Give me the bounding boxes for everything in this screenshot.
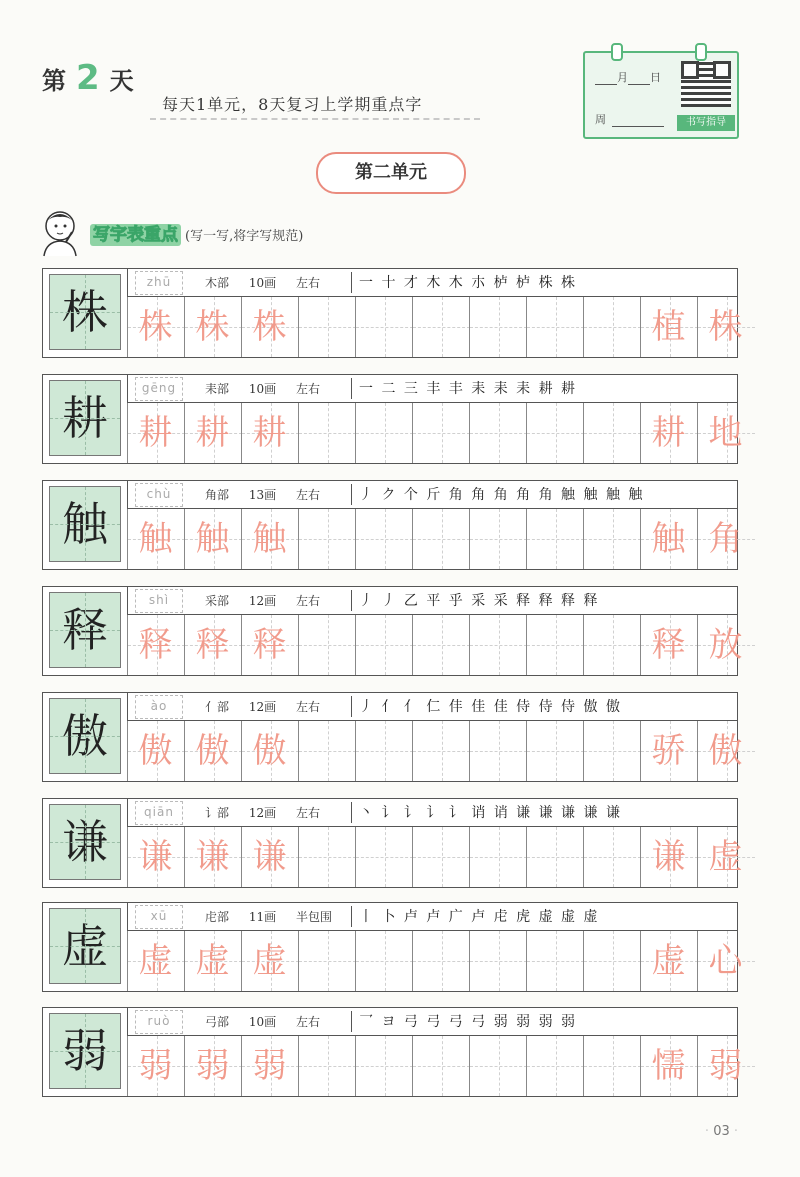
writing-cell[interactable]: [298, 297, 356, 357]
word-character: 释: [651, 625, 686, 665]
week-label: 周: [595, 113, 606, 126]
writing-cell[interactable]: [526, 615, 584, 675]
radical: 角部: [205, 488, 230, 502]
word-character: 弱: [708, 1046, 743, 1086]
character-info: [205, 380, 336, 397]
trace-character: 谦: [138, 837, 173, 877]
character-info: [205, 486, 336, 503]
trace-character: 弱: [138, 1046, 173, 1086]
writing-cell[interactable]: [355, 1036, 413, 1096]
model-character: 耕: [49, 380, 121, 456]
day-heading: [42, 58, 134, 98]
section-note: (写一写,将字写规范): [185, 229, 304, 244]
trace-character: 傲: [195, 731, 230, 771]
writing-cell[interactable]: [469, 297, 527, 357]
char-practice-row: [42, 798, 743, 888]
word-character: 懦: [651, 1046, 686, 1086]
structure: 左右: [295, 1015, 320, 1029]
writing-cell[interactable]: [355, 931, 413, 991]
char-practice-row: [42, 1007, 743, 1097]
trace-character: 傲: [252, 731, 287, 771]
day-suffix: 天: [109, 66, 134, 95]
stroke-count: 10画: [248, 382, 277, 396]
pinyin-box[interactable]: zhū: [135, 271, 183, 295]
character-info: [205, 804, 336, 821]
pinyin-box[interactable]: xū: [135, 905, 183, 929]
stroke-order: 丿 丿 乙 平 乎 采 采 释 释 释 释: [359, 593, 600, 609]
word-character: 谦: [651, 837, 686, 877]
day-number: 2: [76, 58, 100, 98]
writing-cell[interactable]: [412, 615, 470, 675]
word-character: 角: [708, 519, 743, 559]
writing-cell[interactable]: [469, 615, 527, 675]
writing-cell[interactable]: [583, 615, 641, 675]
info-divider: [351, 272, 352, 293]
writing-cell[interactable]: [526, 1036, 584, 1096]
structure: 左右: [295, 276, 320, 290]
stroke-order: 乛 ヨ 弓 弓 弓 弓 弱 弱 弱 弱: [359, 1014, 578, 1030]
info-divider: [351, 696, 352, 717]
pinyin-box[interactable]: chù: [135, 483, 183, 507]
info-divider: [351, 906, 352, 927]
structure: 左右: [295, 594, 320, 608]
structure: 左右: [295, 700, 320, 714]
radical: 亻部: [205, 700, 230, 714]
writing-cell[interactable]: [298, 403, 356, 463]
writing-cell[interactable]: [526, 827, 584, 887]
trace-character: 释: [252, 625, 287, 665]
writing-cell[interactable]: [355, 403, 413, 463]
character-info: [205, 698, 336, 715]
trace-character: 触: [138, 519, 173, 559]
writing-cell[interactable]: [583, 931, 641, 991]
trace-character: 株: [252, 307, 287, 347]
char-practice-row: [42, 586, 743, 676]
writing-cell[interactable]: [469, 721, 527, 781]
day-prefix: 第: [42, 66, 66, 95]
model-character: 株: [49, 274, 121, 350]
writing-cell[interactable]: [469, 1036, 527, 1096]
writing-cell[interactable]: [412, 1036, 470, 1096]
writing-cell[interactable]: [355, 721, 413, 781]
date-line: [595, 69, 661, 85]
stroke-count: 10画: [248, 1015, 277, 1029]
writing-cell[interactable]: [583, 721, 641, 781]
stroke-order: 一 二 三 丰 丰 耒 耒 耒 耕 耕: [359, 381, 578, 397]
writing-cell[interactable]: [412, 721, 470, 781]
info-divider: [351, 1011, 352, 1032]
word-character: 虚: [651, 941, 686, 981]
char-practice-row: [42, 374, 743, 464]
trace-character: 释: [195, 625, 230, 665]
trace-character: 弱: [252, 1046, 287, 1086]
character-info: [205, 592, 336, 609]
char-practice-row: [42, 692, 743, 782]
radical: 木部: [205, 276, 230, 290]
structure: 左右: [295, 382, 320, 396]
writing-cell[interactable]: [526, 403, 584, 463]
section-title: 写字表重点: [90, 224, 181, 246]
writing-cell[interactable]: [583, 297, 641, 357]
character-info: [205, 274, 336, 291]
writing-cell[interactable]: [298, 1036, 356, 1096]
stroke-order: 丨 卜 卢 卢 广 卢 虍 虎 虚 虚 虚: [359, 909, 600, 925]
writing-cell[interactable]: [355, 297, 413, 357]
stroke-count: 12画: [248, 594, 277, 608]
writing-cell[interactable]: [298, 827, 356, 887]
section-title-group: [90, 220, 303, 245]
trace-character: 触: [195, 519, 230, 559]
model-character: 触: [49, 486, 121, 562]
stroke-order: 丿 ク 个 斤 角 角 角 角 角 触 触 触 触: [359, 487, 645, 503]
trace-character: 虚: [195, 941, 230, 981]
character-info: [205, 908, 348, 925]
writing-cell[interactable]: [526, 721, 584, 781]
structure: 左右: [295, 488, 320, 502]
writing-cell[interactable]: [298, 509, 356, 569]
trace-character: 株: [138, 307, 173, 347]
writing-cell[interactable]: [526, 297, 584, 357]
writing-cell[interactable]: [469, 931, 527, 991]
stroke-order: 丿 亻 亻 仁 仹 佳 佳 侍 侍 侍 傲 傲: [359, 699, 622, 715]
trace-character: 谦: [195, 837, 230, 877]
writing-cell[interactable]: [412, 827, 470, 887]
unit-title: 第二单元: [316, 152, 466, 194]
pinyin-box[interactable]: shì: [135, 589, 183, 613]
character-info: [205, 1013, 336, 1030]
writing-cell[interactable]: [412, 509, 470, 569]
model-character: 傲: [49, 698, 121, 774]
word-character: 傲: [708, 731, 743, 771]
info-divider: [351, 590, 352, 611]
ring-icon: [611, 43, 623, 61]
trace-character: 傲: [138, 731, 173, 771]
trace-character: 株: [195, 307, 230, 347]
trace-character: 谦: [252, 837, 287, 877]
trace-character: 释: [138, 625, 173, 665]
date-card: [583, 51, 739, 139]
writing-cell[interactable]: [298, 615, 356, 675]
writing-cell[interactable]: [298, 721, 356, 781]
trace-character: 耕: [195, 413, 230, 453]
writing-cell[interactable]: [526, 509, 584, 569]
model-character: 谦: [49, 804, 121, 880]
word-character: 植: [651, 307, 686, 347]
word-character: 骄: [651, 731, 686, 771]
pinyin-box[interactable]: ruò: [135, 1010, 183, 1034]
subtitle: 每天1单元，8天复习上学期重点字: [162, 95, 423, 114]
structure: 左右: [295, 806, 320, 820]
stroke-count: 13画: [248, 488, 277, 502]
writing-cell[interactable]: [412, 297, 470, 357]
radical: 虍部: [205, 910, 230, 924]
writing-cell[interactable]: [412, 931, 470, 991]
trace-character: 耕: [252, 413, 287, 453]
char-practice-row: [42, 480, 743, 570]
day-label: 日: [650, 71, 661, 84]
word-character: 放: [708, 625, 743, 665]
child-mascot-icon: [36, 208, 84, 258]
writing-cell[interactable]: [355, 615, 413, 675]
writing-guide-label[interactable]: 书写指导: [677, 115, 735, 131]
writing-cell[interactable]: [469, 509, 527, 569]
word-character: 地: [708, 413, 743, 453]
radical: 耒部: [205, 382, 230, 396]
writing-cell[interactable]: [583, 827, 641, 887]
stroke-count: 12画: [248, 806, 277, 820]
word-character: 耕: [651, 413, 686, 453]
radical: 采部: [205, 594, 230, 608]
model-character: 弱: [49, 1013, 121, 1089]
word-character: 株: [708, 307, 743, 347]
ring-icon: [695, 43, 707, 61]
info-divider: [351, 378, 352, 399]
trace-character: 触: [252, 519, 287, 559]
writing-cell[interactable]: [298, 931, 356, 991]
writing-cell[interactable]: [469, 827, 527, 887]
writing-cell[interactable]: [583, 1036, 641, 1096]
info-divider: [351, 802, 352, 823]
trace-character: 弱: [195, 1046, 230, 1086]
writing-cell[interactable]: [583, 509, 641, 569]
stroke-order: 一 十 才 木 木 朩 栌 栌 株 株: [359, 275, 578, 291]
trace-character: 虚: [138, 941, 173, 981]
stroke-count: 12画: [248, 700, 277, 714]
info-divider: [351, 484, 352, 505]
structure: 半包围: [295, 910, 332, 924]
writing-cell[interactable]: [526, 931, 584, 991]
char-practice-row: [42, 268, 743, 358]
word-character: 触: [651, 519, 686, 559]
writing-cell[interactable]: [355, 509, 413, 569]
pinyin-box[interactable]: ào: [135, 695, 183, 719]
writing-cell[interactable]: [469, 403, 527, 463]
radical: 弓部: [205, 1015, 230, 1029]
stroke-count: 10画: [248, 276, 277, 290]
word-character: 心: [708, 941, 743, 981]
stroke-count: 11画: [248, 910, 277, 924]
writing-cell[interactable]: [583, 403, 641, 463]
qr-code-icon[interactable]: [681, 61, 731, 107]
word-character: 虚: [708, 837, 743, 877]
char-practice-row: [42, 902, 743, 992]
model-character: 虚: [49, 908, 121, 984]
model-character: 释: [49, 592, 121, 668]
week-line: [595, 111, 664, 127]
writing-cell[interactable]: [412, 403, 470, 463]
pinyin-box[interactable]: gēng: [135, 377, 183, 401]
month-label: 月: [617, 71, 628, 84]
radical: 讠部: [205, 806, 230, 820]
subtitle-underline: [150, 118, 480, 120]
writing-cell[interactable]: [355, 827, 413, 887]
trace-character: 耕: [138, 413, 173, 453]
pinyin-box[interactable]: qiān: [135, 801, 183, 825]
stroke-order: 丶 讠 讠 讠 讠 诮 诮 谦 谦 谦 谦 谦: [359, 805, 622, 821]
trace-character: 虚: [252, 941, 287, 981]
page-number: · 03 ·: [705, 1124, 738, 1139]
